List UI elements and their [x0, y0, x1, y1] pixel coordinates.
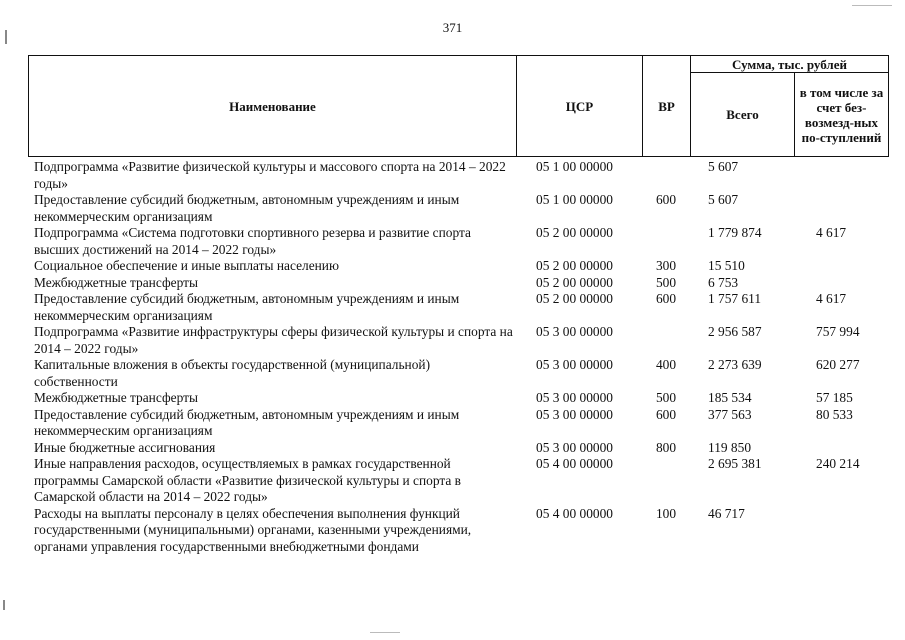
row-csr: 05 3 00 00000: [536, 324, 613, 339]
row-total: 1 779 874: [708, 225, 762, 240]
row-csr: 05 3 00 00000: [536, 357, 613, 372]
row-total: 46 717: [708, 505, 745, 521]
row-name: Межбюджетные трансферты: [34, 390, 198, 405]
row-total: 1 757 611: [708, 291, 762, 306]
row-csr: 05 3 00 00000: [536, 406, 613, 422]
row-csr: 05 2 00 00000: [536, 225, 613, 240]
page-number: 371: [442, 20, 463, 35]
row-free: 57 185: [816, 390, 853, 405]
row-total: 6 753: [708, 274, 739, 290]
row-total: 2 695 381: [708, 456, 762, 471]
row-free: 4 617: [816, 225, 847, 240]
row-vr: 600: [655, 291, 677, 306]
row-vr: 500: [655, 274, 677, 290]
row-csr: 05 3 00 00000: [536, 390, 613, 405]
row-name: Предоставление субсидий бюджетным, автономным учреждениям и иным некоммерческим организациям: [34, 406, 460, 438]
row-total: 377 563: [708, 406, 752, 422]
header-total: Всего: [691, 73, 795, 157]
scan-artifact: [3, 600, 5, 610]
row-name: Социальное обеспечение и иные выплаты населению: [34, 258, 339, 273]
row-name: Иные бюджетные ассигнования: [34, 439, 216, 455]
row-vr: 500: [655, 390, 677, 405]
row-csr: 05 4 00 00000: [536, 456, 613, 471]
header-free: в том числе за счет без-возмезд-ных по-ступлений: [795, 73, 889, 157]
table-row: [28, 440, 888, 457]
row-csr: 05 3 00 00000: [536, 439, 613, 455]
row-total: 119 850: [708, 439, 752, 455]
row-vr: 100: [655, 505, 677, 521]
header-vr: ВР: [643, 56, 691, 157]
header-csr: ЦСР: [517, 56, 643, 157]
header-sum: Сумма, тыс. рублей: [691, 56, 889, 73]
row-name: Капитальные вложения в объекты государственной (муниципальной) собственности: [34, 357, 431, 389]
table-body: [28, 159, 888, 555]
row-vr: 800: [655, 439, 677, 455]
table-row: [28, 258, 888, 275]
row-free: 620 277: [816, 357, 860, 372]
row-name: Предоставление субсидий бюджетным, автономным учреждениям и иным некоммерческим организациям: [34, 192, 460, 224]
row-csr: 05 1 00 00000: [536, 159, 613, 174]
table-row: [28, 390, 888, 407]
row-name: Межбюджетные трансферты: [34, 274, 198, 290]
table-row: [28, 407, 888, 440]
scan-artifact: [370, 632, 400, 633]
row-vr: 600: [655, 192, 677, 207]
scan-artifact: [852, 5, 892, 6]
row-vr: 300: [655, 258, 677, 273]
row-vr: 400: [655, 357, 677, 372]
row-total: 185 534: [708, 390, 752, 405]
table-row: [28, 275, 888, 292]
row-total: 2 956 587: [708, 324, 762, 339]
row-name: Предоставление субсидий бюджетным, автономным учреждениям и иным некоммерческим организациям: [34, 291, 460, 323]
row-name: Подпрограмма «Система подготовки спортивного резерва и развитие спорта высших достижений на 2014 – 2022 годы»: [34, 225, 471, 257]
row-csr: 05 2 00 00000: [536, 258, 613, 273]
row-total: 15 510: [708, 258, 745, 273]
row-vr: 600: [655, 406, 677, 422]
table-row: [28, 225, 888, 258]
row-csr: 05 1 00 00000: [536, 192, 613, 207]
row-total: 5 607: [708, 192, 739, 207]
scan-artifact: [5, 30, 7, 44]
row-total: 5 607: [708, 159, 739, 174]
row-name: Подпрограмма «Развитие физической культуры и массового спорта на 2014 – 2022 годы»: [34, 159, 506, 191]
row-name: Подпрограмма «Развитие инфраструктуры сферы физической культуры и спорта на 2014 – 2022 годы»: [34, 324, 513, 356]
table-row: [28, 192, 888, 225]
row-free: 240 214: [816, 456, 860, 471]
row-name: Иные направления расходов, осуществляемых в рамках государственной программы Самарской области «Развитие физической культуры и спорта в Самарской области на 2014 – 2022 годы»: [34, 456, 462, 504]
row-csr: 05 4 00 00000: [536, 505, 613, 521]
table-row: [28, 291, 888, 324]
row-csr: 05 2 00 00000: [536, 274, 613, 290]
row-free: 757 994: [816, 324, 860, 339]
table-header: [28, 55, 889, 157]
row-free: 80 533: [816, 406, 853, 422]
row-name: Расходы на выплаты персоналу в целях обеспечения выполнения функций государственными (муниципальными) органами, казенными учреждениями, органами управления государственными внебюджетными фондами: [34, 505, 472, 554]
row-free: 4 617: [816, 291, 847, 306]
row-csr: 05 2 00 00000: [536, 291, 613, 306]
header-name: Наименование: [29, 56, 517, 157]
table-row: [28, 456, 888, 506]
row-total: 2 273 639: [708, 357, 762, 372]
table-row: [28, 159, 888, 192]
table-row: [28, 357, 888, 390]
table-row: [28, 324, 888, 357]
table-row: [28, 506, 888, 556]
